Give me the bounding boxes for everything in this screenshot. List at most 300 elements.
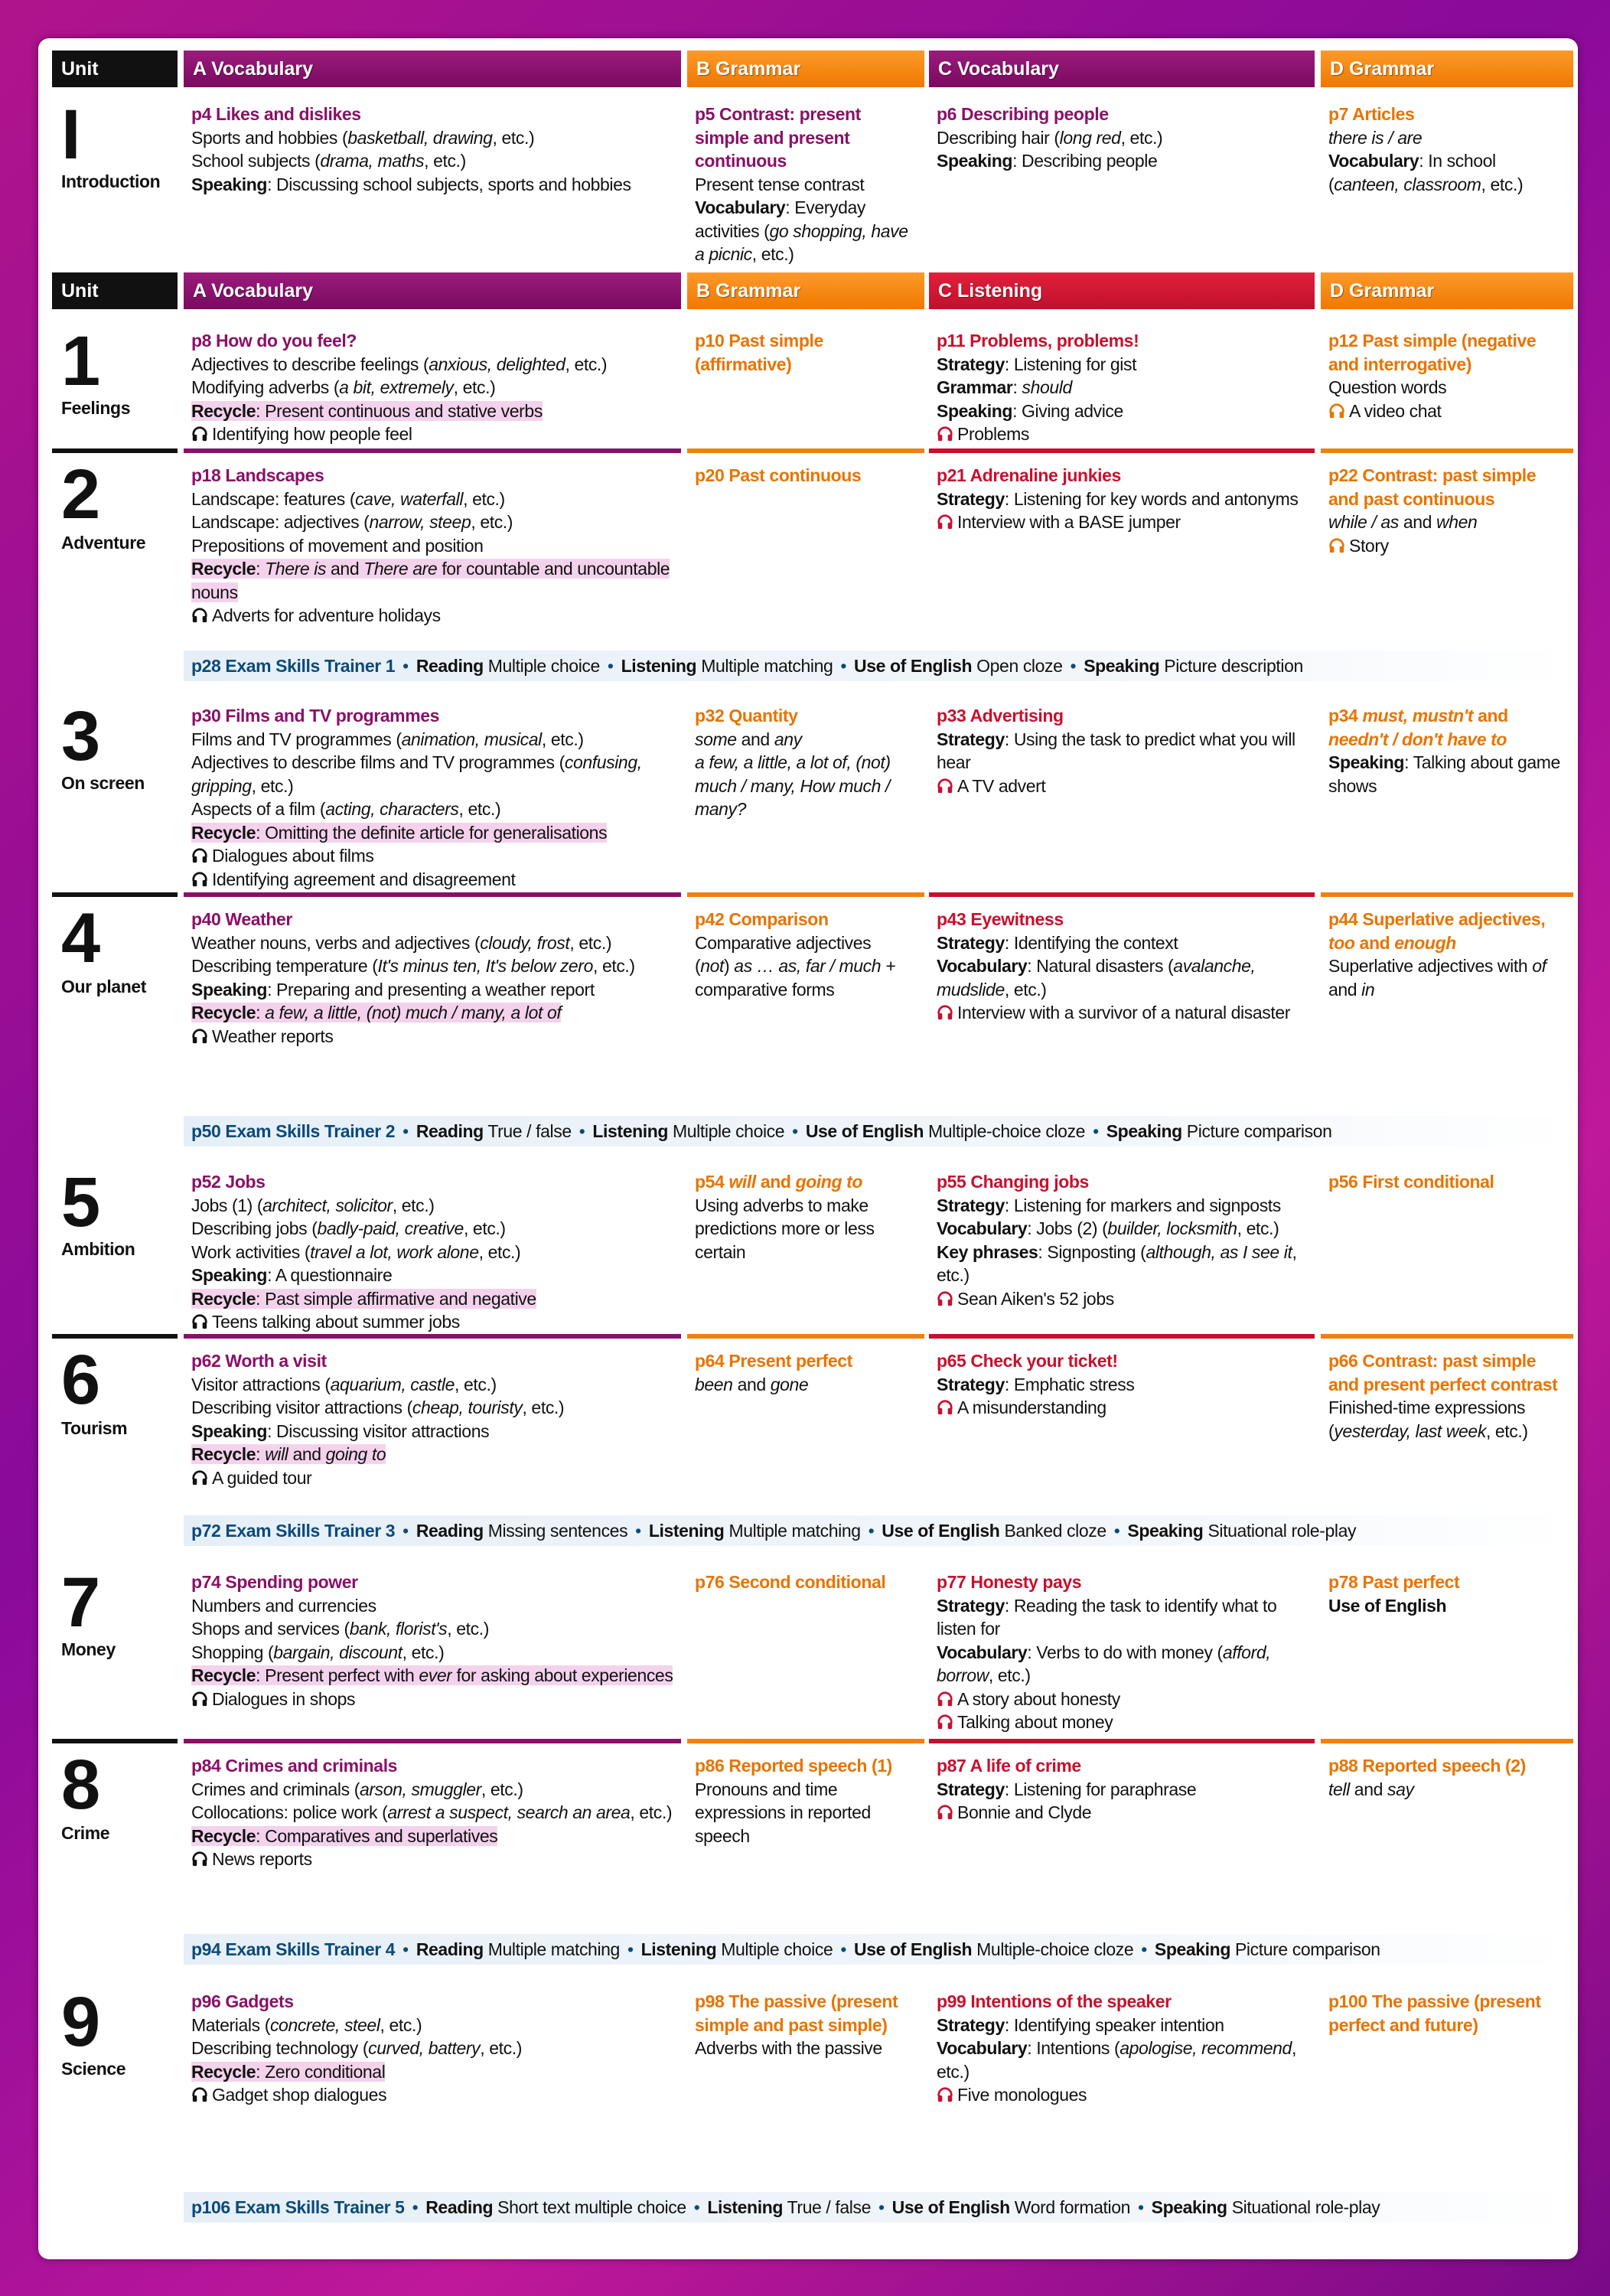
lesson-cell-b: [687, 1739, 924, 1934]
text-segment: Five monologues: [957, 2085, 1087, 2105]
text-segment: : Emphatic stress: [1004, 1374, 1135, 1394]
lesson-cell-a: [184, 320, 681, 448]
lesson-detail: [191, 1241, 675, 1264]
bullet-separator: •: [607, 656, 614, 676]
text-segment: acting, characters: [325, 799, 459, 819]
lesson-cell-c: [929, 1981, 1315, 2192]
lesson-cell-a: [184, 1739, 681, 1934]
text-segment: Recycle: [191, 1288, 256, 1309]
title-segment: p6 Describing people: [937, 104, 1109, 124]
title-segment: p11 Problems, problems!: [937, 331, 1139, 351]
exam-task-type: True / false: [487, 1121, 572, 1141]
unit-name: Our planet: [61, 977, 147, 996]
text-segment: Numbers and currencies: [191, 1595, 376, 1616]
text-segment: : Identifying speaker intention: [1004, 2014, 1224, 2035]
column-header-c: C Vocabulary: [929, 51, 1315, 87]
bullet-separator: •: [1113, 1521, 1120, 1541]
lesson-title[interactable]: [191, 1349, 675, 1373]
lesson-detail: [191, 1217, 675, 1241]
title-segment: p87 A life of crime: [937, 1756, 1081, 1776]
lesson-detail: [191, 149, 675, 173]
lesson-cell-b: [687, 320, 924, 448]
title-segment: needn't / don't have to: [1328, 729, 1507, 749]
text-segment: : Signposting (: [1038, 1241, 1146, 1262]
audio-line: [937, 1688, 1309, 1711]
text-segment: Vocabulary: [695, 197, 786, 217]
unit-row: [0, 892, 1610, 1116]
lesson-title[interactable]: [191, 464, 675, 488]
lesson-title[interactable]: [695, 1349, 918, 1373]
lesson-cell-d: [1321, 448, 1573, 651]
text-segment: cave, waterfall: [355, 488, 464, 509]
column-header-b: B Grammar: [687, 272, 924, 309]
text-segment: Recycle: [191, 559, 256, 579]
lesson-title[interactable]: [1328, 1170, 1567, 1194]
text-segment: Question words: [1328, 377, 1447, 397]
exam-skills-trainer-bar: [184, 1934, 1573, 1965]
audio-line: [191, 868, 675, 892]
recycle-line: [191, 2060, 675, 2084]
unit-label: [52, 1981, 178, 2192]
text-segment: : Giving advice: [1012, 400, 1123, 421]
unit-row: [0, 1561, 1610, 1739]
headphones-icon: [937, 1290, 953, 1306]
headphones-icon: [191, 1313, 208, 1329]
exam-task-type: Situational role-play: [1208, 1521, 1357, 1541]
unit-row: [0, 1161, 1610, 1334]
audio-line: [191, 422, 675, 446]
lesson-cell-d: [1321, 1334, 1573, 1515]
title-segment: p54: [695, 1172, 729, 1192]
exam-task-type: Situational role-play: [1231, 2197, 1380, 2217]
lesson-title[interactable]: [695, 704, 918, 728]
title-segment: p18 Landscapes: [191, 465, 324, 485]
lesson-title[interactable]: [937, 329, 1309, 353]
text-segment: apologise, recommend: [1120, 2038, 1292, 2058]
text-segment: , etc.): [251, 775, 294, 796]
lesson-detail: [1328, 954, 1567, 1001]
lesson-title[interactable]: [695, 908, 918, 931]
text-segment: and: [326, 559, 364, 579]
lesson-title[interactable]: [191, 1990, 675, 2014]
text-segment: Identifying how people feel: [212, 424, 412, 444]
lesson-title[interactable]: [1328, 1570, 1567, 1594]
exam-task-type: Word formation: [1014, 2197, 1130, 2217]
bullet-separator: •: [412, 2197, 419, 2217]
lesson-title[interactable]: [937, 1570, 1309, 1594]
text-segment: , etc.): [937, 2038, 1296, 2082]
exam-task-type: Multiple matching: [701, 656, 833, 676]
title-segment: and: [1354, 932, 1395, 953]
text-segment: Strategy: [937, 1595, 1005, 1616]
unit-name: Adventure: [61, 533, 146, 553]
column-header-row: [0, 51, 1610, 87]
column-header-a: A Vocabulary: [184, 51, 681, 87]
lesson-cell-d: [1321, 892, 1573, 1116]
audio-line: [937, 510, 1309, 534]
text-segment: , etc.): [453, 377, 496, 397]
recycle-line: [191, 1825, 675, 1848]
text-segment: , etc.): [1481, 174, 1524, 194]
unit-number: 2: [61, 455, 99, 533]
unit-row: [0, 448, 1610, 651]
lesson-title[interactable]: [695, 464, 918, 488]
title-segment: p78 Past perfect: [1328, 1572, 1460, 1592]
exam-title[interactable]: p50 Exam Skills Trainer 2: [191, 1121, 396, 1141]
text-segment: and: [736, 729, 774, 749]
unit-row: [0, 695, 1610, 892]
exam-skill-label: Listening: [621, 656, 697, 676]
lesson-title[interactable]: [937, 1754, 1309, 1778]
unit-row: [0, 320, 1610, 448]
title-segment: p84 Crimes and criminals: [191, 1756, 398, 1776]
lesson-title[interactable]: [1328, 1990, 1567, 2037]
title-segment: p21 Adrenaline junkies: [937, 465, 1121, 485]
lesson-title[interactable]: [1328, 329, 1567, 376]
title-segment: and: [1473, 706, 1508, 726]
title-segment: p40 Weather: [191, 909, 292, 929]
lesson-title[interactable]: [191, 1170, 675, 1194]
audio-line: [191, 1025, 675, 1049]
text-segment: Recycle: [191, 400, 256, 421]
lesson-cell-c: [929, 1161, 1315, 1334]
text-segment: , etc.): [402, 1642, 445, 1662]
bullet-separator: •: [840, 656, 847, 676]
exam-skill-label: Use of English: [891, 2197, 1010, 2217]
title-segment: p52 Jobs: [191, 1172, 266, 1192]
lesson-title[interactable]: [937, 908, 1309, 931]
unit-name: Feelings: [61, 398, 131, 418]
exam-skill-label: Listening: [707, 2197, 783, 2217]
audio-line: [191, 2083, 675, 2107]
lesson-detail: [1328, 751, 1567, 797]
exam-task-type: Multiple-choice cloze: [976, 1939, 1134, 1959]
unit-number: 6: [61, 1341, 99, 1419]
lesson-detail: [695, 931, 918, 955]
text-segment: : Intentions (: [1027, 2038, 1120, 2058]
lesson-title[interactable]: [1328, 1754, 1567, 1778]
text-segment: going to: [325, 1444, 386, 1464]
text-segment: should: [1022, 377, 1072, 397]
bullet-separator: •: [1093, 1121, 1099, 1141]
lesson-detail: [191, 978, 675, 1002]
text-segment: Speaking: [1328, 752, 1405, 772]
text-segment: a few, a little, a lot of, (not) much / many, How much / many?: [695, 752, 891, 819]
lesson-detail: [937, 931, 1309, 955]
lesson-title[interactable]: [1328, 103, 1567, 126]
bullet-separator: •: [635, 1521, 641, 1541]
lesson-cell-b: [687, 448, 924, 651]
text-segment: Key phrases: [937, 1241, 1038, 1262]
text-segment: gone: [770, 1374, 809, 1394]
exam-skill-label: Reading: [425, 2197, 494, 2217]
text-segment: arrest a suspect, search an area: [387, 1802, 631, 1822]
unit-row: [0, 1334, 1610, 1515]
lesson-title[interactable]: [695, 1170, 918, 1194]
text-segment: Gadget shop dialogues: [212, 2085, 387, 2105]
unit-label: [52, 93, 178, 272]
text-segment: : Talking about game shows: [1328, 752, 1560, 796]
headphones-icon: [191, 870, 208, 887]
audio-line: [191, 1848, 675, 1871]
lesson-detail: [191, 1778, 675, 1802]
title-segment: p34: [1328, 706, 1363, 726]
lesson-title[interactable]: [1328, 704, 1567, 751]
text-segment: : Listening for key words and antonyms: [1004, 488, 1299, 509]
lesson-title[interactable]: [937, 464, 1309, 488]
text-segment: of: [1532, 956, 1546, 976]
title-segment: p66 Contrast: past simple and present perfect contrast: [1328, 1351, 1558, 1394]
text-segment: :: [256, 1444, 266, 1464]
exam-task-type: Picture comparison: [1234, 1939, 1380, 1959]
bullet-separator: •: [402, 1121, 409, 1141]
text-segment: and: [1349, 1779, 1387, 1799]
lesson-detail: [695, 954, 918, 1001]
lesson-detail: [937, 2037, 1309, 2083]
text-segment: It's minus ten, It's below zero: [377, 956, 593, 976]
text-segment: avalanche, mudslide: [937, 956, 1256, 1000]
text-segment: , etc.): [492, 127, 535, 148]
text-segment: : Identifying the context: [1004, 932, 1178, 953]
exam-task-type: Multiple matching: [487, 1939, 620, 1959]
lesson-title[interactable]: [191, 1570, 675, 1594]
lesson-title[interactable]: [695, 103, 918, 173]
bullet-separator: •: [868, 1521, 875, 1541]
title-segment: will: [728, 1172, 756, 1192]
lesson-title[interactable]: [695, 1990, 918, 2037]
audio-line: [937, 1801, 1309, 1825]
lesson-detail: [1328, 510, 1567, 534]
title-segment: p30 Films and TV programmes: [191, 706, 440, 726]
text-segment: Adverts for adventure holidays: [212, 605, 441, 625]
lesson-detail: [695, 173, 918, 197]
exam-task-type: Multiple-choice cloze: [927, 1121, 1086, 1141]
text-segment: : Present perfect with: [256, 1665, 419, 1685]
text-segment: when: [1436, 512, 1478, 532]
text-segment: Strategy: [937, 1779, 1005, 1799]
lesson-title[interactable]: [695, 1754, 918, 1778]
exam-skill-label: Speaking: [1084, 656, 1160, 676]
exam-title[interactable]: p28 Exam Skills Trainer 1: [191, 656, 396, 676]
lesson-detail: [937, 376, 1309, 400]
text-segment: : Listening for paraphrase: [1004, 1779, 1197, 1799]
text-segment: : Zero conditional: [256, 2061, 386, 2082]
bullet-separator: •: [402, 656, 409, 676]
lesson-detail: [1328, 376, 1567, 400]
text-segment: go shopping, have a picnic: [695, 220, 908, 264]
lesson-title[interactable]: [1328, 908, 1567, 954]
text-segment: : A questionnaire: [267, 1265, 393, 1285]
text-segment: : Using the task to predict what you will hear: [937, 729, 1295, 772]
text-segment: , etc.): [480, 2038, 523, 2058]
lesson-title[interactable]: [191, 908, 675, 931]
unit-row: [0, 93, 1610, 272]
exam-skill-label: Use of English: [882, 1521, 1000, 1541]
lesson-detail: [937, 1373, 1309, 1397]
column-header-unit: Unit: [52, 51, 178, 87]
lesson-title[interactable]: [191, 103, 675, 126]
lesson-title[interactable]: [937, 1990, 1309, 2014]
headphones-icon: [937, 1003, 953, 1020]
exam-title[interactable]: p106 Exam Skills Trainer 5: [191, 2197, 405, 2217]
exam-title[interactable]: p72 Exam Skills Trainer 3: [191, 1521, 396, 1541]
title-segment: p98 The passive (present simple and past simple): [695, 1991, 898, 2035]
audio-line: [1328, 534, 1567, 558]
text-segment: : Comparatives and superlatives: [256, 1825, 498, 1846]
headphones-icon: [191, 425, 208, 442]
lesson-title[interactable]: [191, 329, 675, 353]
title-segment: must, mustn't: [1362, 706, 1474, 726]
exam-skill-label: Listening: [648, 1521, 725, 1541]
lesson-title[interactable]: [1328, 464, 1567, 510]
text-segment: , etc.): [424, 151, 466, 171]
lesson-title[interactable]: [695, 1570, 918, 1594]
text-segment: Landscape: adjectives (: [191, 512, 370, 532]
text-segment: : In school (: [1328, 151, 1496, 194]
exam-task-type: True / false: [787, 2197, 871, 2217]
exam-title[interactable]: p94 Exam Skills Trainer 4: [191, 1939, 396, 1959]
lesson-detail: [191, 1373, 675, 1397]
audio-line: [1328, 400, 1567, 423]
lesson-detail: [191, 488, 675, 511]
lesson-title[interactable]: [191, 1754, 675, 1778]
lesson-cell-c: [929, 320, 1315, 448]
unit-label: [52, 1739, 178, 1934]
text-segment: , etc.): [463, 488, 505, 509]
text-segment: Strategy: [937, 1374, 1005, 1394]
exam-skill-label: Use of English: [854, 656, 973, 676]
headphones-icon: [937, 1690, 953, 1707]
lesson-title[interactable]: [191, 704, 675, 728]
text-segment: Identifying agreement and disagreement: [212, 869, 516, 889]
lesson-title[interactable]: [937, 103, 1309, 126]
lesson-detail: [937, 1778, 1309, 1802]
text-segment: : Jobs (2) (: [1027, 1218, 1108, 1238]
lesson-cell-d: [1321, 1981, 1573, 2192]
text-segment: : Discussing school subjects, sports and hobbies: [267, 174, 631, 194]
title-segment: p44 Superlative adjectives,: [1328, 909, 1546, 929]
exam-task-type: Open cloze: [976, 656, 1063, 676]
audio-line: [191, 1466, 675, 1490]
lesson-detail: [937, 1241, 1309, 1287]
text-segment: Crimes and criminals (: [191, 1779, 360, 1799]
exam-skill-label: Listening: [640, 1939, 717, 1959]
text-segment: arson, smuggler: [359, 1779, 481, 1799]
recycle-line: [191, 1001, 675, 1025]
lesson-detail: [1328, 149, 1567, 196]
lesson-detail: [937, 954, 1309, 1001]
text-segment: , etc.): [751, 244, 794, 264]
lesson-detail: [937, 353, 1309, 377]
text-segment: Vocabulary: [937, 2038, 1028, 2058]
audio-line: [191, 1310, 675, 1334]
text-segment: say: [1387, 1779, 1414, 1799]
lesson-detail: [191, 1264, 675, 1287]
unit-label: [52, 1334, 178, 1515]
text-segment: as … as, far / much +: [734, 956, 896, 976]
text-segment: Grammar: [937, 377, 1013, 397]
exam-skill-label: Reading: [416, 656, 484, 676]
lesson-title[interactable]: [937, 704, 1309, 728]
text-segment: for countable and uncountable nouns: [191, 559, 670, 602]
text-segment: Finished-time expressions (: [1328, 1397, 1526, 1441]
text-segment: News reports: [212, 1849, 312, 1869]
text-segment: , etc.): [455, 1374, 497, 1394]
text-segment: A misunderstanding: [957, 1397, 1106, 1417]
text-segment: , etc.): [463, 1218, 506, 1238]
text-segment: builder, locksmith: [1107, 1218, 1237, 1238]
title-segment: p65 Check your ticket!: [937, 1351, 1118, 1371]
title-segment: p62 Worth a visit: [191, 1351, 327, 1371]
audio-line: [937, 775, 1309, 798]
text-segment: Aspects of a film (: [191, 799, 326, 819]
lesson-title[interactable]: [937, 1349, 1309, 1373]
text-segment: Recycle: [191, 1825, 256, 1846]
text-segment: bank, florist's: [349, 1619, 448, 1639]
exam-task-type: Multiple choice: [673, 1121, 785, 1141]
text-segment: : Describing people: [1012, 151, 1158, 171]
lesson-title[interactable]: [695, 329, 918, 376]
lesson-detail: [695, 1778, 918, 1848]
headphones-icon: [191, 606, 208, 623]
lesson-cell-b: [687, 1161, 924, 1334]
audio-line: [191, 1688, 675, 1711]
headphones-icon: [937, 1398, 953, 1415]
text-segment: Problems: [957, 424, 1029, 444]
text-segment: been: [695, 1374, 733, 1394]
text-segment: a bit, extremely: [339, 377, 454, 397]
unit-row: [0, 1739, 1610, 1934]
lesson-title[interactable]: [1328, 1349, 1567, 1396]
text-segment: , etc.): [541, 729, 584, 749]
lesson-cell-a: [184, 1161, 681, 1334]
text-segment: Speaking: [191, 1420, 268, 1441]
headphones-icon: [937, 425, 953, 442]
recycle-line: [191, 557, 675, 604]
text-segment: Shopping (: [191, 1642, 274, 1662]
text-segment: Modifying adverbs (: [191, 377, 340, 397]
text-segment: Describing visitor attractions (: [191, 1397, 412, 1417]
text-segment: any: [774, 729, 802, 749]
text-segment: anxious, delighted: [429, 354, 565, 374]
lesson-detail: [1328, 1594, 1567, 1618]
exam-skill-label: Listening: [592, 1121, 669, 1141]
lesson-detail: [191, 2037, 675, 2060]
text-segment: , etc.): [592, 956, 635, 976]
title-segment: p4 Likes and dislikes: [191, 104, 361, 124]
text-segment: , etc.): [937, 1241, 1297, 1285]
column-header-d: D Grammar: [1321, 272, 1573, 309]
audio-line: [937, 1396, 1309, 1420]
title-segment: p56 First conditional: [1328, 1172, 1494, 1192]
exam-skill-label: Speaking: [1106, 1121, 1182, 1141]
text-segment: Using adverbs to make predictions more or less certain: [695, 1195, 875, 1262]
exam-skill-label: Reading: [416, 1521, 484, 1541]
text-segment: , etc.): [447, 1619, 489, 1639]
lesson-detail: [937, 1217, 1309, 1241]
bullet-separator: •: [1138, 2197, 1144, 2217]
unit-label: [52, 1161, 178, 1334]
lesson-detail: [937, 400, 1309, 423]
lesson-title[interactable]: [937, 1170, 1309, 1194]
recycle-line: [191, 1664, 675, 1688]
exam-skill-label: Reading: [416, 1939, 484, 1959]
text-segment: , etc.): [988, 1665, 1031, 1685]
text-segment: Story: [1349, 535, 1389, 556]
text-segment: , etc.): [1237, 1218, 1279, 1238]
unit-name: Introduction: [61, 171, 161, 191]
headphones-icon: [937, 2086, 953, 2102]
